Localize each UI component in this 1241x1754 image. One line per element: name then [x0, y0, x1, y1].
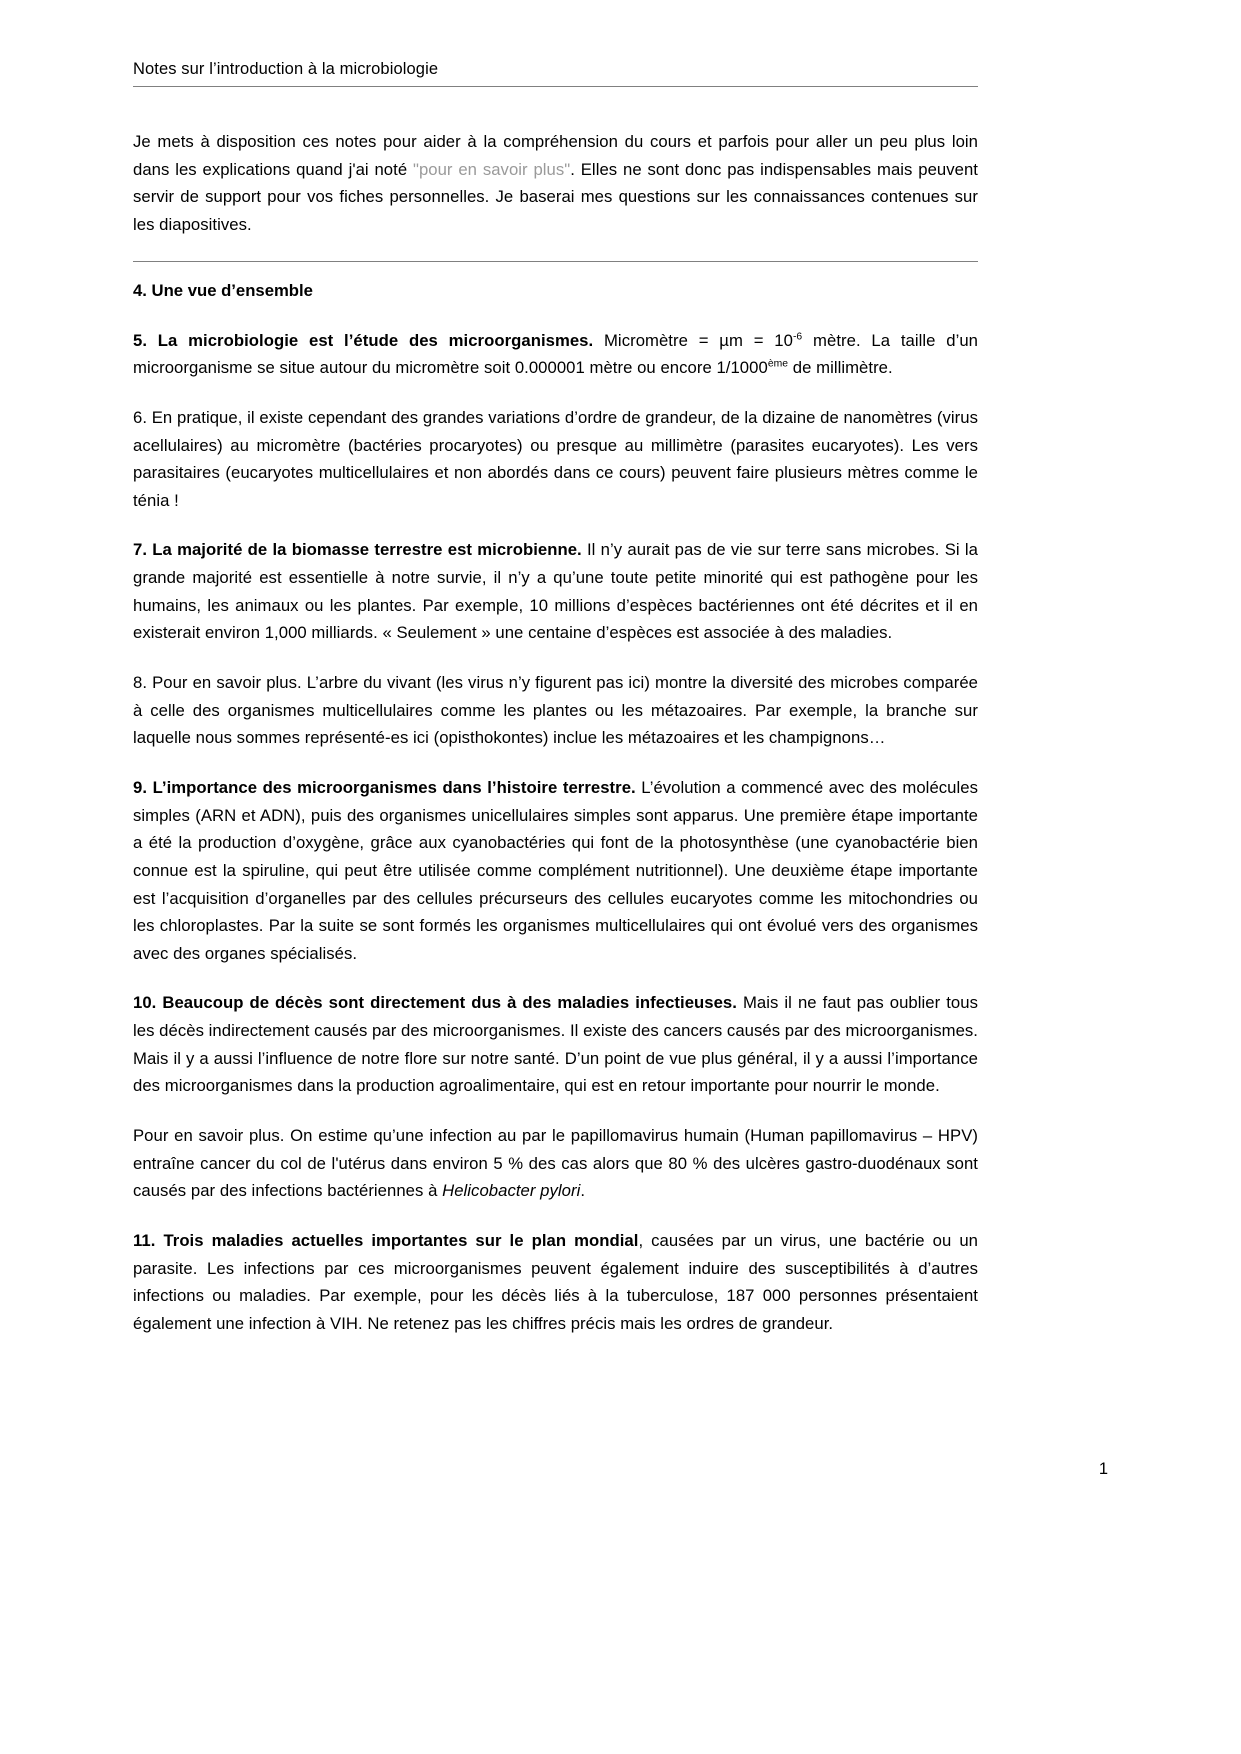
- paragraph-8-extra-info: [133, 669, 978, 752]
- intro-text-part2: . Elles ne sont donc pas indispensables mais peuvent servir de support pour vos fiches personnelles. Je baserai mes questions sur les connaissances contenues sur les diapositives.: [133, 159, 978, 234]
- paragraph-11: [133, 1227, 978, 1338]
- paragraph-8-text: 8. Pour en savoir plus. L’arbre du vivant (les virus n’y figurent pas ici) montre la diversité des microbes comparée à celle des organismes multicellulaires comme les plantes ou les métazoaires. Par exemple, la branche sur laquelle nous sommes représenté-es ici (opisthokontes) inclue les métazoaires et les champignons…: [133, 673, 978, 748]
- species-name-helicobacter-pylori: Helicobacter pylori: [442, 1181, 581, 1201]
- paragraph-11-text: , causées par un virus, une bactérie ou un parasite. Les infections par ces microorganismes peuvent également induire des susceptibilités à d’autres infections ou maladies. Par exemple, pour les décès liés à la tuberculose, 187 000 personnes présentaient également une infection à VIH. Ne retenez pas les chiffres précis mais les ordres de grandeur.: [133, 1230, 978, 1333]
- document-body: [133, 128, 978, 1337]
- page-number: 1: [1098, 1460, 1108, 1478]
- paragraph-10: [133, 989, 978, 1100]
- paragraph-11-lead: 11. Trois maladies actuelles importantes sur le plan mondial: [133, 1230, 639, 1250]
- paragraph-7-lead: 7. La majorité de la biomasse terrestre est microbienne.: [133, 540, 582, 560]
- paragraph-5-text-a: Micromètre = µm = 10: [593, 330, 793, 350]
- header-divider: [133, 86, 978, 87]
- paragraph-7-text: Il n’y aurait pas de vie sur terre sans microbes. Si la grande majorité est essentielle à notre survie, il n’y a qu’une toute petite minorité qui est pathogène pour les humains, les animaux ou les plantes. Par exemple, 10 millions d’espèces bactériennes ont été décrites et il en existerait environ 1,000 milliards. « Seulement » une centaine d’espèces est associée à des maladies.: [133, 540, 978, 643]
- paragraph-10-lead: 10. Beaucoup de décès sont directement dus à des maladies infectieuses.: [133, 993, 737, 1013]
- paragraph-hpv-extra-info: [133, 1122, 978, 1205]
- header-title: Notes sur l’introduction à la microbiologie: [133, 60, 439, 78]
- paragraph-6: [133, 404, 978, 515]
- paragraph-5-superscript-ordinal: ème: [767, 358, 789, 370]
- intro-text-part1: Je mets à disposition ces notes pour aider à la compréhension du cours et parfois pour aller un peu plus loin dans les explications quand j'ai noté: [133, 132, 978, 179]
- section-heading: 4. Une vue d’ensemble: [133, 280, 313, 300]
- paragraph-9-text: L’évolution a commencé avec des molécules simples (ARN et ADN), puis des organismes unicellulaires simples sont apparus. Une première étape importante a été la production d’oxygène, grâce aux cyanobactéries qui font de la photosynthèse (une cyanobactérie bien connue est la spiruline, qui peut être utilisée comme complément nutritionnel). Une deuxième étape importante est l’acquisition d’organelles par des cellules précurseurs des cellules eucaryotes comme les mitochondries ou les chloroplastes. Par la suite se sont formés les organismes multicellulaires qui ont évolué vers des organismes avec des organes spécialisés.: [133, 777, 978, 963]
- paragraph-10-text: Mais il ne faut pas oublier tous les décès indirectement causés par des microorganismes. Il existe des cancers causés par des microorganismes. Mais il y a aussi l’influence de notre flore sur notre santé. D’un point de vue plus général, il y a aussi l’importance des microorganismes dans la production agroalimentaire, qui est en retour importante pour nourrir le monde.: [133, 993, 978, 1096]
- paragraph-7: [133, 536, 978, 647]
- section-divider: [133, 261, 978, 262]
- page-header: [133, 58, 978, 87]
- paragraph-9: [133, 774, 978, 967]
- paragraph-6-text: 6. En pratique, il existe cependant des grandes variations d’ordre de grandeur, de la dizaine de nanomètres (virus acellulaires) au micromètre (bactéries procaryotes) ou presque au millimètre (parasites eucaryotes). Les vers parasitaires (eucaryotes multicellulaires et non abordés dans ce cours) peuvent faire plusieurs mètres comme le ténia !: [133, 407, 978, 510]
- paragraph-5-text-b: mètre. La taille d’un microorganisme se situe autour du micromètre soit 0.000001 mètre ou encore 1/1000: [133, 330, 979, 378]
- paragraph-hpv-text-after: .: [580, 1181, 586, 1201]
- paragraph-5: [133, 327, 978, 382]
- paragraph-5-lead: 5. La microbiologie est l’étude des microorganismes.: [133, 330, 594, 350]
- paragraph-hpv-text-before: Pour en savoir plus. On estime qu’une infection au par le papillomavirus humain (Human papillomavirus – HPV) entraîne cancer du col de l'utérus dans environ 5 % des cas alors que 80 % des ulcères gastro-duodénaux sont causés par des infections bactériennes à: [133, 1125, 978, 1201]
- paragraph-9-lead: 9. L’importance des microorganismes dans l’histoire terrestre.: [133, 777, 636, 797]
- intro-quoted-phrase: "pour en savoir plus": [412, 159, 571, 179]
- paragraph-5-superscript-exponent: -6: [792, 331, 803, 343]
- intro-paragraph: [133, 128, 978, 239]
- paragraph-5-text-c: de millimètre.: [788, 358, 893, 378]
